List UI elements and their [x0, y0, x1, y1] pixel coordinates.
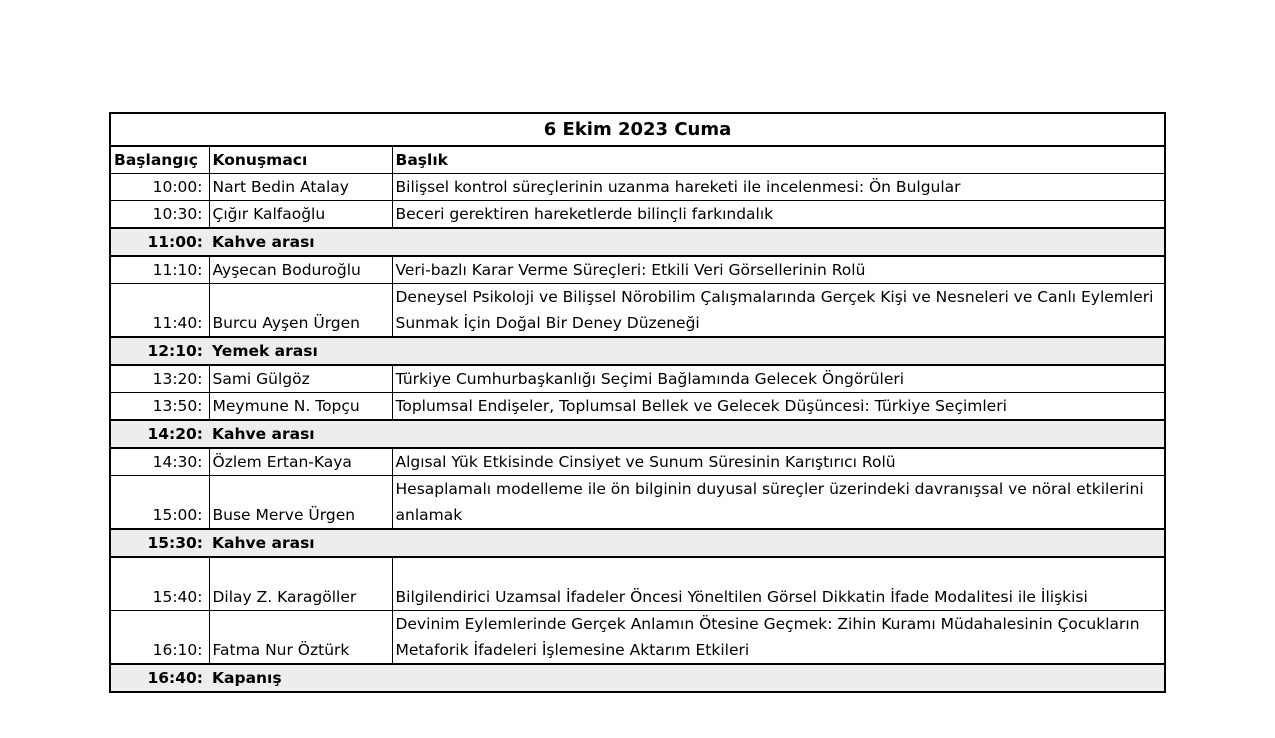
- break-time: 14:20:: [110, 420, 209, 448]
- session-time: 15:40:: [110, 557, 209, 611]
- break-row: [110, 529, 1165, 557]
- break-time: 12:10:: [110, 337, 209, 365]
- session-speaker: Burcu Ayşen Ürgen: [209, 284, 392, 338]
- schedule-table: [109, 112, 1166, 693]
- session-time: 15:00:: [110, 476, 209, 530]
- column-header-topic: Başlık: [392, 146, 1165, 174]
- session-speaker: Fatma Nur Öztürk: [209, 611, 392, 665]
- session-topic: Bilişsel kontrol süreçlerinin uzanma hareketi ile incelenmesi: Ön Bulgular: [392, 174, 1165, 201]
- session-speaker: Ayşecan Boduroğlu: [209, 256, 392, 284]
- session-topic: Veri-bazlı Karar Verme Süreçleri: Etkili Veri Görsellerinin Rolü: [392, 256, 1165, 284]
- table-row: [110, 365, 1165, 393]
- session-topic: Algısal Yük Etkisinde Cinsiyet ve Sunum Süresinin Karıştırıcı Rolü: [392, 448, 1165, 476]
- break-time: 15:30:: [110, 529, 209, 557]
- table-row: [110, 611, 1165, 665]
- table-row: [110, 256, 1165, 284]
- session-speaker: Meymune N. Topçu: [209, 393, 392, 421]
- column-header-speaker: Konuşmacı: [209, 146, 392, 174]
- session-time: 13:20:: [110, 365, 209, 393]
- session-time: 11:10:: [110, 256, 209, 284]
- table-row: [110, 448, 1165, 476]
- session-topic: Deneysel Psikoloji ve Bilişsel Nörobilim Çalışmalarında Gerçek Kişi ve Nesneleri ve Canlı Eylemleri Sunmak İçin Doğal Bir Deney Düzeneği: [392, 284, 1165, 338]
- table-row: [110, 476, 1165, 530]
- break-time: 11:00:: [110, 228, 209, 256]
- session-time: 10:30:: [110, 201, 209, 229]
- table-title: 6 Ekim 2023 Cuma: [110, 113, 1165, 146]
- session-time: 11:40:: [110, 284, 209, 338]
- table-row: [110, 201, 1165, 229]
- break-label: Kahve arası: [209, 228, 1165, 256]
- session-topic: Devinim Eylemlerinde Gerçek Anlamın Ötesine Geçmek: Zihin Kuramı Müdahalesinin Çocukların Metaforik İfadeleri İşlemesine Aktarım Etkileri: [392, 611, 1165, 665]
- table-row: [110, 557, 1165, 611]
- table-row: [110, 174, 1165, 201]
- session-time: 16:10:: [110, 611, 209, 665]
- header-row: [110, 146, 1165, 174]
- session-topic: Hesaplamalı modelleme ile ön bilginin duyusal süreçler üzerindeki davranışsal ve nöral etkilerini anlamak: [392, 476, 1165, 530]
- break-row: [110, 420, 1165, 448]
- session-topic: Türkiye Cumhurbaşkanlığı Seçimi Bağlamında Gelecek Öngörüleri: [392, 365, 1165, 393]
- session-time: 10:00:: [110, 174, 209, 201]
- session-topic: Bilgilendirici Uzamsal İfadeler Öncesi Yöneltilen Görsel Dikkatin İfade Modalitesi ile İlişkisi: [392, 557, 1165, 611]
- session-topic: Beceri gerektiren hareketlerde bilinçli farkındalık: [392, 201, 1165, 229]
- session-speaker: Çığır Kalfaoğlu: [209, 201, 392, 229]
- break-row: [110, 664, 1165, 692]
- break-label: Kapanış: [209, 664, 1165, 692]
- break-time: 16:40:: [110, 664, 209, 692]
- session-speaker: Özlem Ertan-Kaya: [209, 448, 392, 476]
- session-speaker: Sami Gülgöz: [209, 365, 392, 393]
- break-row: [110, 337, 1165, 365]
- session-speaker: Buse Merve Ürgen: [209, 476, 392, 530]
- session-time: 14:30:: [110, 448, 209, 476]
- break-label: Kahve arası: [209, 420, 1165, 448]
- session-speaker: Nart Bedin Atalay: [209, 174, 392, 201]
- session-time: 13:50:: [110, 393, 209, 421]
- break-label: Kahve arası: [209, 529, 1165, 557]
- break-row: [110, 228, 1165, 256]
- session-speaker: Dilay Z. Karagöller: [209, 557, 392, 611]
- table-row: [110, 284, 1165, 338]
- break-label: Yemek arası: [209, 337, 1165, 365]
- session-topic: Toplumsal Endişeler, Toplumsal Bellek ve Gelecek Düşüncesi: Türkiye Seçimleri: [392, 393, 1165, 421]
- column-header-start: Başlangıç: [110, 146, 209, 174]
- table-row: [110, 393, 1165, 421]
- title-row: [110, 113, 1165, 146]
